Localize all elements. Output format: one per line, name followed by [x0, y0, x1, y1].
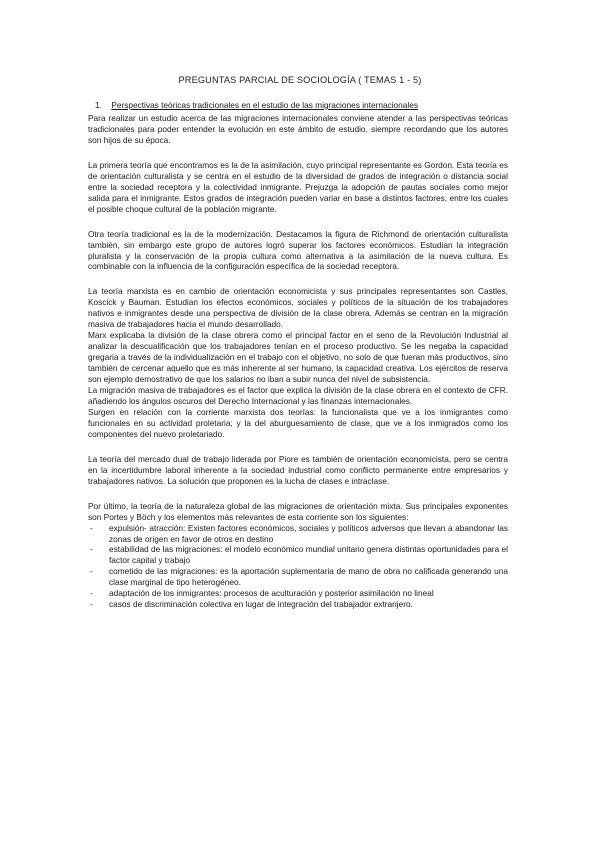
section-heading — [95, 100, 545, 111]
paragraph-marxista-1: La teoría marxista es en cambio de orientación economicista y sus principales representantes son Castles, Koscick y Bauman. Estudian los efectos económicos, sociales y políticos de la situación de los trabajadores nativos e inmigrantes desde una perspectiva de división de la clase obrera. Además se centran en la migración masiva de trabajadores hacia el mundo desarrollado. — [88, 286, 508, 330]
list-item: - adaptación de los inmigrantes: procesos de aculturación y posterior asimilación no lineal — [88, 588, 508, 599]
paragraph-mercado-dual: La teoría del mercado dual de trabajo liderada por Piore es también de orientación economicista, pero se centra en la incertidumbre laboral inherente a la sociedad industrial como conflicto permanente entre empresarios y trabajadores nativos. La solución que proponen es la lucha de clases e intraclase. — [88, 453, 508, 486]
paragraph-naturaleza-global: Por último, la teoría de la naturaleza global de las migraciones de orientación mixta. Sus principales exponentes son Portes y Böch y los elementos más relevantes de esta corriente son los siguientes: — [88, 500, 508, 522]
section-number: 1. — [95, 100, 102, 110]
paragraph-marxista-3: La migración masiva de trabajadores es el factor que explica la división de la clase obrera en el contexto de CFR. añadiendo los ángulos oscuros del Derecho Internacional y las finanzas internacionales. — [88, 385, 508, 406]
document-body — [88, 113, 508, 610]
paragraph-intro: Para realizar un estudio acerca de las migraciones internacionales conviene atender a las perspectivas teóricas tradicionales para poder entender la evolución en este ámbito de estudio, siempre recordando que los autores son hijos de su época. — [88, 113, 508, 145]
list-item: - expulsión- atracción: Existen factores económicos, sociales y políticos adversos que llevan a abandonar las zonas de origen en favor de otros en destino — [88, 523, 508, 545]
section-heading-text: Perspectivas teóricas tradicionales en el estudio de las migraciones internacionales — [111, 100, 419, 110]
paragraph-asimilacion: La primera teoría que encontramos es la de la asimilación, cuyo principal representante es Gordon. Esta teoría es de orientación culturalista y se centra en el estudio de la diversidad de grados de integración o distancia social entre la sociedad receptora y la colectividad inmigrante. Prejuzga la adopción de pautas sociales como mejor salida para el inmigrante. Estos grados de integración pueden variar en base a distintos factores, entre los cuales el posible choque cultural de la población migrante. — [88, 159, 508, 214]
paragraph-modernizacion: Otra teoría tradicional es la de la modernización. Destacamos la figura de Richmond de orientación culturalista también, sin embargo este grupo de autores logró superar los factores económicos. Estudian la integración pluralista y la conservación de la propia cultura como alternativa a la asimilación de la nueva cultura. Es combinable con la influencia de la configuración específica de la sociedad receptora. — [88, 228, 508, 272]
list-item: - casos de discriminación colectiva en lugar de integración del trabajador extranjero. — [88, 599, 508, 610]
page-title: PREGUNTAS PARCIAL DE SOCIOLOGÍA ( TEMAS 1 - 5) — [178, 75, 422, 85]
list-item: - cometido de las migraciones: es la aportación suplementaria de mano de obra no calificada generando una clase marginal de tipo heterogéneo. — [88, 566, 508, 588]
paragraph-marxista-4: Surgen en relación con la corriente marxista dos teorías: la funcionalista que ve a los inmigrantes como funcionales en su actividad proletaria; y la del aburguesamiento de clase, que ve a los inmigrados como los componentes del nuevo proletariado. — [88, 406, 508, 439]
list-item: - estabilidad de las migraciones: el modelo económico mundial unitario genera distintas oportunidades para el factor capital y trabajo — [88, 544, 508, 566]
paragraph-marxista-2: Marx explicaba la división de la clase obrera como el principal factor en el seno de la Revolución Industrial al analizar la descualificación que los trabajadores tenían en el proceso productivo. Se les negaba la capacidad gregaria a través de la individualización en el trabajo con el objetivo, no solo de que fueran más productivos, sino también de cercenar aquello que es más inherente al ser humano, la capacidad creativa. Los ejércitos de reserva son ejemplo demostrativo de que los salarios no iban a subir nunca del nivel de subsistencia. — [88, 330, 508, 385]
elements-list — [88, 523, 508, 611]
